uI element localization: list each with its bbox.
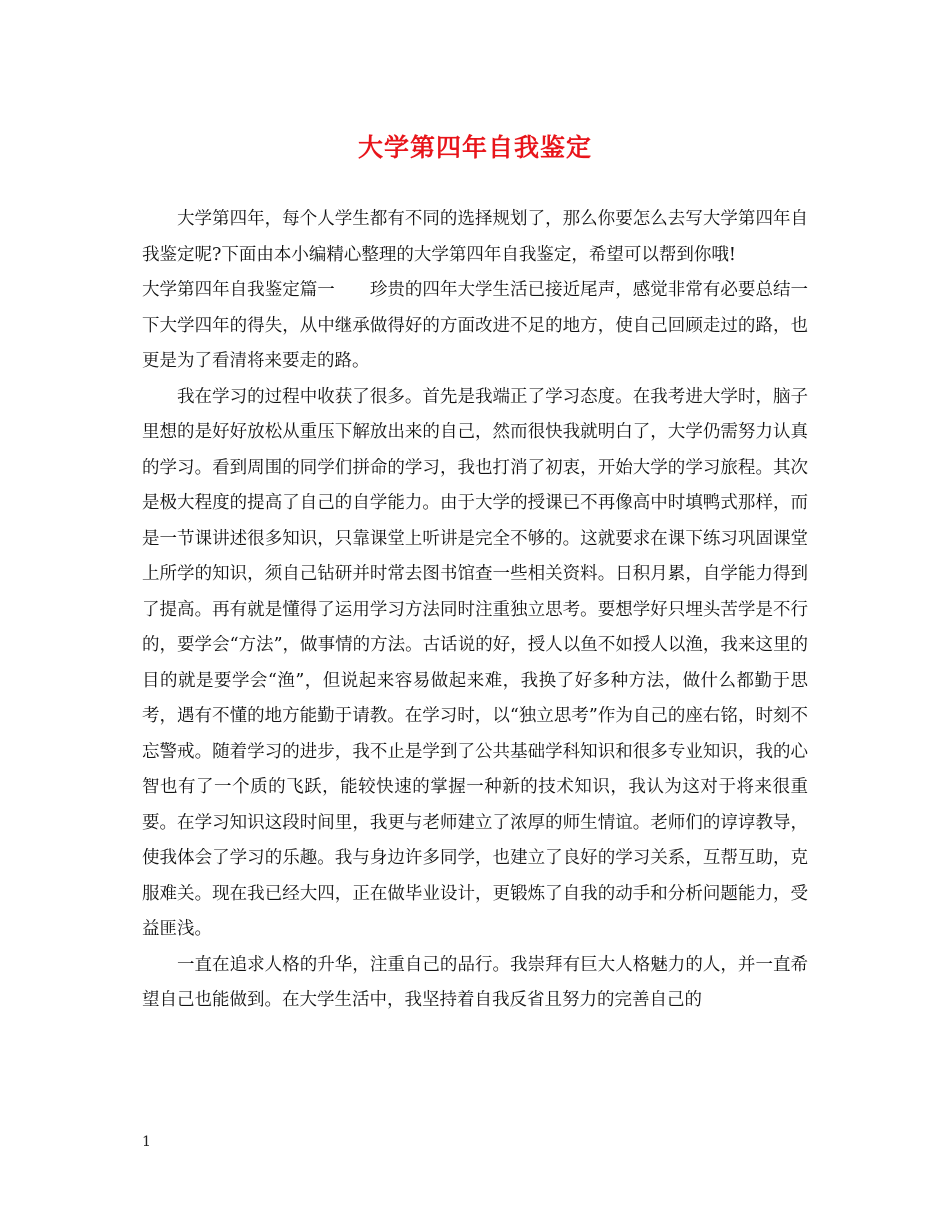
page-number: 1 xyxy=(142,1134,151,1150)
paragraph-section-heading: 大学第四年自我鉴定篇一 珍贵的四年大学生活已接近尾声，感觉非常有必要总结一下大学四年的得失，从中继承做得好的方面改进不足的地方，使自己回顾走过的路，也更是为了看清将来要走的路。 xyxy=(142,280,808,371)
paragraph-intro: 大学第四年，每个人学生都有不同的选择规划了，那么你要怎么去写大学第四年自我鉴定呢?下面由本小编精心整理的大学第四年自我鉴定，希望可以帮到你哦! xyxy=(142,209,808,265)
paragraph-character: 一直在追求人格的升华，注重自己的品行。我崇拜有巨大人格魅力的人，并一直希望自己也能做到。在大学生活中，我坚持着自我反省且努力的完善自己的 xyxy=(142,954,808,1010)
paragraph-study: 我在学习的过程中收获了很多。首先是我端正了学习态度。在我考进大学时，脑子里想的是好好放松从重压下解放出来的自己，然而很快我就明白了，大学仍需努力认真的学习。看到周围的同学们拼命的学习，我也打消了初衷，开始大学的学习旅程。其次是极大程度的提高了自己的自学能力。由于大学的授课已不再像高中时填鸭式那样，而是一节课讲述很多知识，只靠课堂上听讲是完全不够的。这就要求在课下练习巩固课堂上所学的知识，须自己钻研并时常去图书馆查一些相关资料。日积月累，自学能力得到了提高。再有就是懂得了运用学习方法同时注重独立思考。要想学好只埋头苦学是不行的，要学会“方法”，做事情的方法。古话说的好，授人以鱼不如授人以渔，我来这里的目的就是要学会“渔”，但说起来容易做起来难，我换了好多种方法，做什么都勤于思考，遇有不懂的地方能勤于请教。在学习时，以“独立思考”作为自己的座右铭，时刻不忘警戒。随着学习的进步，我不止是学到了公共基础学科知识和很多专业知识，我的心智也有了一个质的飞跃，能较快速的掌握一种新的技术知识，我认为这对于将来很重要。在学习知识这段时间里，我更与老师建立了浓厚的师生情谊。老师们的谆谆教导，使我体会了学习的乐趣。我与身边许多同学，也建立了良好的学习关系，互帮互助，克服难关。现在我已经大四，正在做毕业设计，更锻炼了自我的动手和分析问题能力，受益匪浅。 xyxy=(142,386,808,939)
document-body xyxy=(142,202,808,1019)
document-title: 大学第四年自我鉴定 xyxy=(357,133,592,162)
